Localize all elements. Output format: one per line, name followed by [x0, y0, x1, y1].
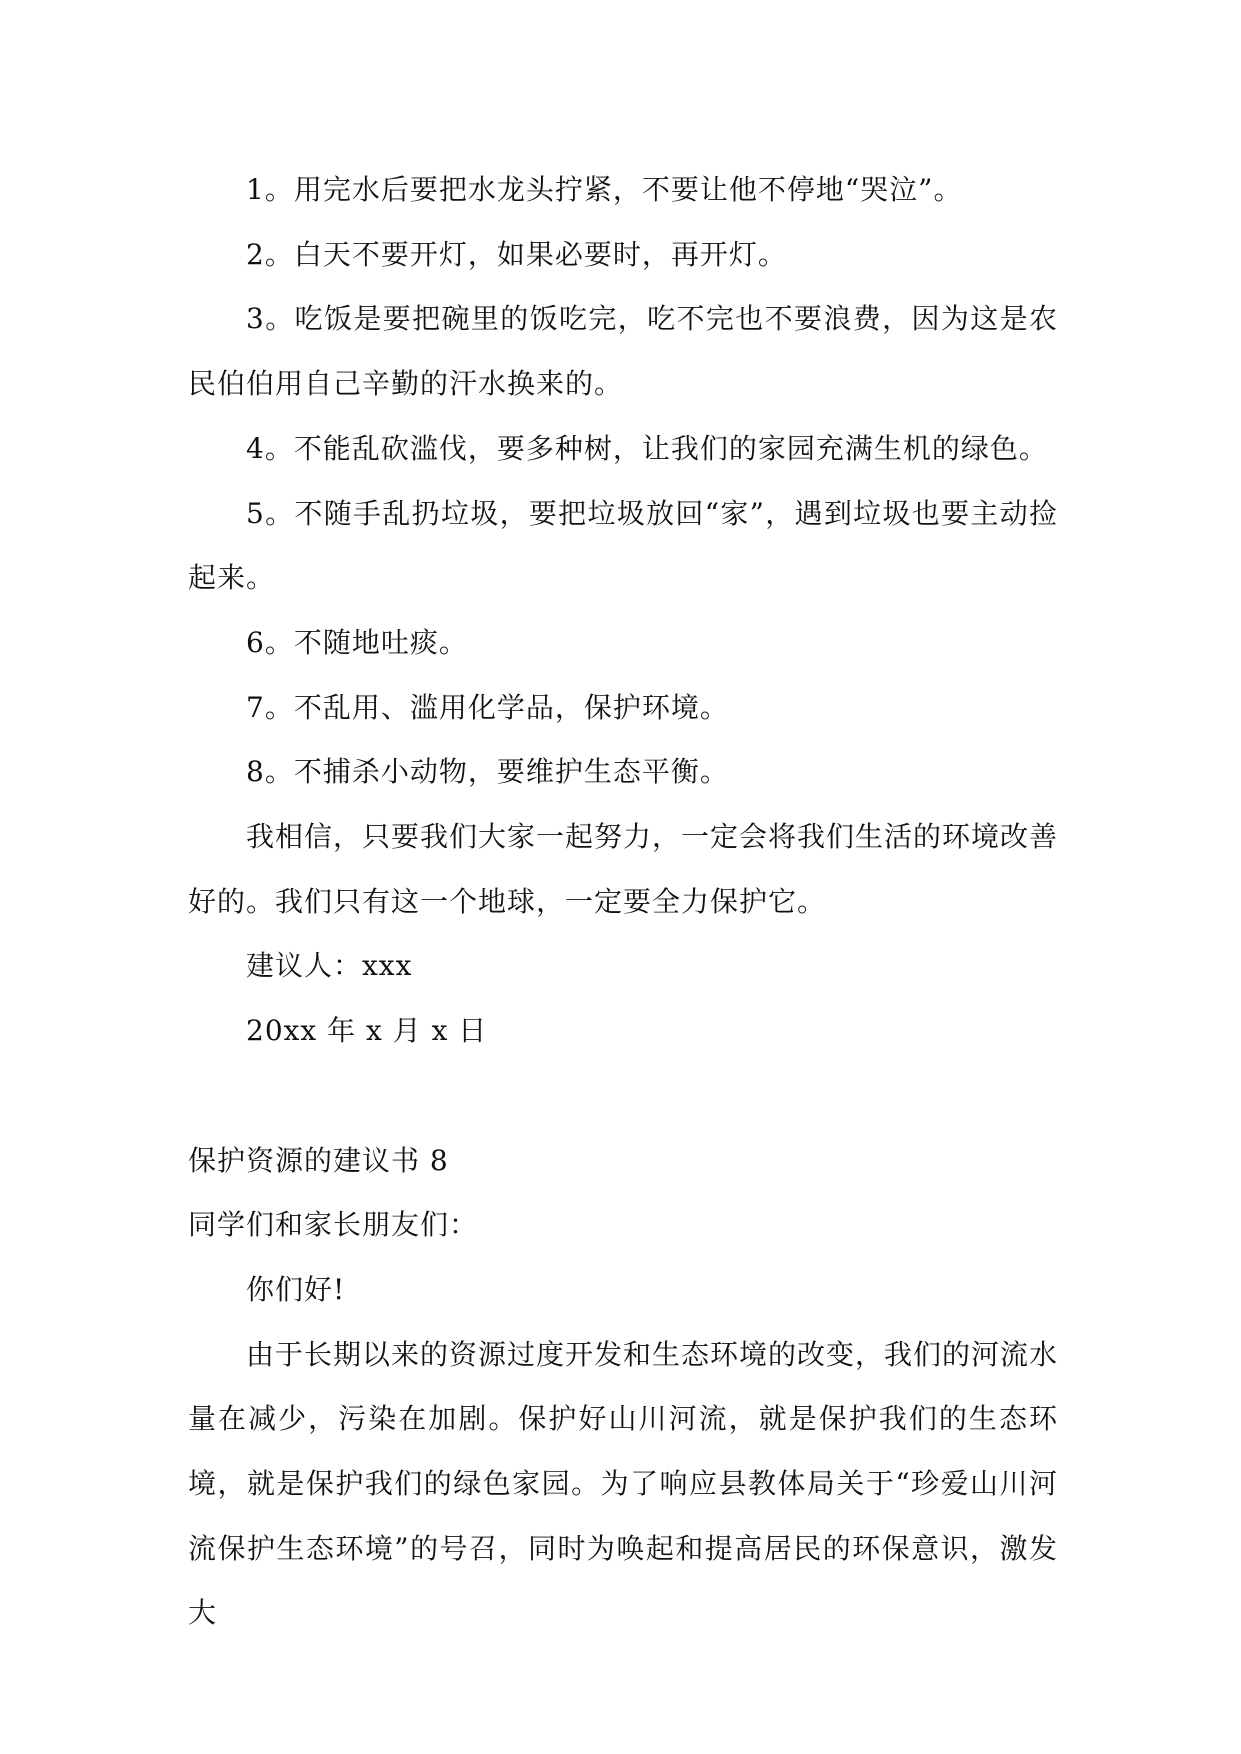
closing-paragraph: 我相信，只要我们大家一起努力，一定会将我们生活的环境改善好的。我们只有这一个地球，一定要全力保护它。 [188, 820, 1059, 918]
list-item-4: 4。不能乱砍滥伐，要多种树，让我们的家园充满生机的绿色。 [246, 431, 1048, 465]
list-item-3: 3。吃饭是要把碗里的饭吃完，吃不完也不要浪费，因为这是农民伯伯用自己辛勤的汗水换来的。 [188, 302, 1058, 401]
list-item-1: 1。用完水后要把水龙头拧紧，不要让他不停地“哭泣”。 [246, 173, 963, 206]
body-paragraph: 由于长期以来的资源过度开发和生态环境的改变，我们的河流水量在减少，污染在加剧。保护好山川河流，就是保护我们的生态环境，就是保护我们的绿色家园。为了响应县教体局关于“珍爱山川河流保护生态环境”的号召，同时为唤起和提高居民的环保意识，激发大 [188, 1337, 1059, 1630]
salutation: 同学们和家长朋友们： [188, 1208, 479, 1242]
section-spacer [188, 1064, 1058, 1129]
greeting: 你们好! [246, 1272, 346, 1306]
date: 20xx 年 x 月 x 日 [246, 1014, 488, 1048]
list-item-7: 7。不乱用、滥用化学品，保护环境。 [246, 690, 729, 724]
list-item-6: 6。不随地吐痰。 [246, 625, 468, 659]
section-title: 保护资源的建议书 8 [188, 1143, 449, 1177]
list-item-8: 8。不捕杀小动物，要维护生态平衡。 [246, 755, 729, 789]
signature: 建议人：xxx [246, 949, 413, 983]
list-item-5: 5。不随手乱扔垃圾，要把垃圾放回“家”，遇到垃圾也要主动捡起来。 [188, 496, 1058, 595]
list-item-2: 2。白天不要开灯，如果必要时，再开灯。 [246, 237, 787, 271]
document-page [188, 158, 1058, 1646]
